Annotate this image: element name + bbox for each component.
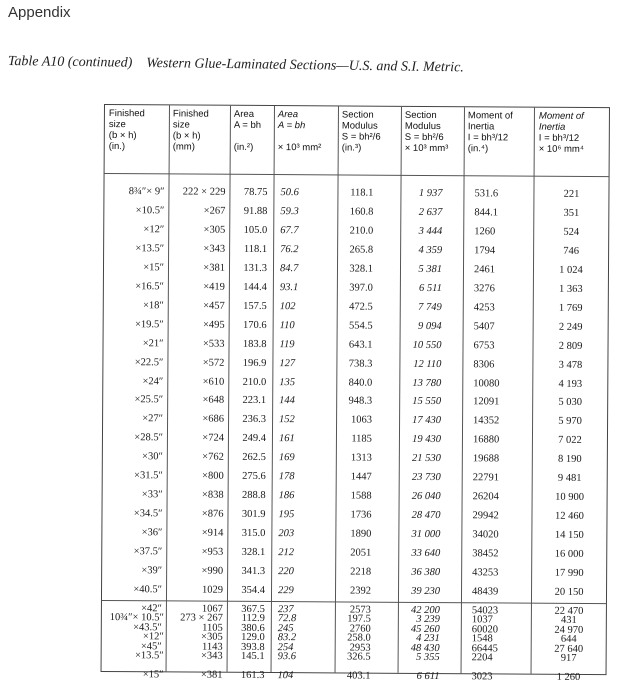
table-cell: ×30″ bbox=[142, 451, 163, 463]
table-cell: 119 bbox=[279, 338, 295, 350]
table-cell: 275.6 bbox=[242, 471, 266, 483]
header-size-mm: Finished size (b × h) (mm) bbox=[172, 108, 209, 153]
col2-size-mm bbox=[165, 609, 222, 685]
table-cell: 4 231 bbox=[416, 632, 440, 645]
col-modulus-in bbox=[338, 184, 374, 658]
table-cell: ×18″ bbox=[142, 299, 164, 312]
table-cell: 3023 bbox=[471, 671, 493, 683]
table-cell: 10 900 bbox=[555, 492, 585, 504]
table-cell: 20 150 bbox=[554, 586, 584, 598]
table-cell: 144 bbox=[279, 395, 295, 407]
table-cell: 1143 bbox=[202, 641, 223, 653]
table-cell: 43253 bbox=[472, 567, 499, 579]
table-cell: 3276 bbox=[473, 283, 495, 295]
table-cell: ×39″ bbox=[141, 565, 163, 577]
table-cell: 10¾″× 10.5″ bbox=[109, 612, 164, 624]
table-cell: 4 359 bbox=[418, 244, 443, 256]
table-cell: ×838 bbox=[201, 489, 224, 501]
header-size-in: Finished size (b × h) (in.) bbox=[108, 108, 145, 153]
table-cell: 93.6 bbox=[277, 650, 297, 663]
table-cell: 1890 bbox=[350, 528, 372, 540]
table-cell: 60020 bbox=[471, 624, 499, 636]
table-cell: 161 bbox=[278, 433, 295, 445]
table-cell: 301.9 bbox=[241, 509, 266, 521]
table-cell: 10080 bbox=[473, 377, 500, 389]
table-cell: 14 150 bbox=[554, 529, 584, 542]
table-cell: 210.0 bbox=[349, 225, 374, 237]
table-cell: 110 bbox=[279, 319, 295, 331]
table-cell: 8¾″× 9″ bbox=[128, 186, 165, 198]
table-cell: ×40.5″ bbox=[133, 584, 163, 596]
table-cell: ×27″ bbox=[142, 413, 164, 425]
table-cell: ×28.5″ bbox=[134, 432, 163, 444]
table-cell: 1313 bbox=[350, 452, 372, 464]
table-cell: 1 769 bbox=[558, 302, 583, 314]
table-cell: ×43.5″ bbox=[133, 622, 162, 634]
table-cell: 129.0 bbox=[241, 631, 265, 643]
table-cell: 5407 bbox=[473, 320, 495, 333]
col2-inertia-mm bbox=[533, 612, 603, 688]
table-cell: 1029 bbox=[201, 584, 224, 596]
table-cell: ×45″ bbox=[140, 641, 162, 653]
table-cell: ×724 bbox=[202, 432, 224, 445]
table-cell: 104 bbox=[277, 669, 294, 682]
table-cell: 169 bbox=[278, 452, 295, 464]
table-cell: 222 × 229 bbox=[182, 186, 226, 198]
table-cell: 3 239 bbox=[416, 613, 440, 626]
table-cell: 236.3 bbox=[242, 414, 267, 426]
table-cell: 1736 bbox=[350, 509, 372, 521]
table-cell: 5 030 bbox=[558, 397, 583, 409]
table-cell: 917 bbox=[560, 652, 577, 664]
table-cell: ×267 bbox=[203, 205, 226, 217]
table-cell: 393.8 bbox=[241, 641, 265, 653]
caption-label: Table A10 (continued) bbox=[7, 54, 133, 71]
table-cell: 1548 bbox=[471, 633, 493, 645]
table-cell: 1794 bbox=[474, 245, 496, 257]
table-cell: 273 × 267 bbox=[180, 612, 223, 624]
table-cell: 1447 bbox=[350, 471, 372, 483]
table-cell: 16 000 bbox=[554, 548, 584, 561]
table-cell: 13 780 bbox=[412, 377, 442, 389]
table-cell: 1067 bbox=[201, 603, 223, 615]
col-modulus-mm bbox=[400, 185, 443, 659]
table-cell: 1 024 bbox=[559, 264, 583, 276]
table-cell: 26 040 bbox=[411, 491, 441, 503]
table-cell: ×12″ bbox=[142, 631, 164, 643]
table-cell: 21 530 bbox=[411, 453, 441, 465]
table-cell: 66445 bbox=[471, 643, 498, 655]
header-area-in: Area A = bh (in.²) bbox=[233, 108, 262, 153]
col2-size-in bbox=[101, 609, 163, 685]
table-cell: 112.9 bbox=[241, 612, 265, 624]
table-cell: 160.8 bbox=[349, 206, 374, 218]
col2-area-in bbox=[228, 610, 264, 686]
table-cell: 157.5 bbox=[243, 300, 267, 312]
table-cell: 6753 bbox=[473, 339, 495, 352]
table-cell: 131.3 bbox=[243, 262, 268, 274]
table-cell: 19 430 bbox=[412, 434, 441, 446]
table-cell: 28 470 bbox=[411, 510, 441, 522]
table-cell: ×24″ bbox=[142, 375, 164, 387]
table-cell: ×343 bbox=[203, 243, 226, 255]
table-cell: ×457 bbox=[203, 300, 225, 312]
table-cell: 27 640 bbox=[554, 643, 584, 655]
table-cell: ×22.5″ bbox=[134, 356, 164, 368]
table-cell: 229 bbox=[277, 585, 294, 597]
table-cell: 12 460 bbox=[555, 510, 584, 523]
table-cell: 50.6 bbox=[280, 187, 299, 199]
table-cell: 1260 bbox=[474, 226, 496, 238]
table-cell: 3 444 bbox=[418, 225, 443, 237]
table-cell: 265.8 bbox=[349, 244, 374, 256]
col-size-in bbox=[104, 183, 165, 657]
table-cell: 22 470 bbox=[554, 605, 584, 617]
table-cell: 178 bbox=[278, 471, 295, 483]
table-cell: ×953 bbox=[201, 546, 224, 558]
table-cell: 2573 bbox=[349, 604, 371, 616]
table-cell: 26204 bbox=[472, 491, 499, 503]
col2-area-mm bbox=[277, 610, 327, 686]
table-cell: 2760 bbox=[349, 623, 371, 635]
table-cell: 2953 bbox=[349, 642, 371, 654]
table-cell: 152 bbox=[279, 414, 295, 426]
table-cell: ×36″ bbox=[141, 527, 163, 539]
table-cell: 212 bbox=[278, 547, 295, 559]
column-divider bbox=[271, 106, 275, 672]
column-divider bbox=[461, 107, 465, 673]
table-cell: 5 355 bbox=[415, 651, 440, 663]
table-cell: 161.3 bbox=[240, 669, 265, 681]
table-cell: 72.8 bbox=[277, 613, 297, 625]
table-cell: 16880 bbox=[472, 434, 500, 446]
table-cell: 48439 bbox=[471, 586, 499, 598]
table-cell: 12 110 bbox=[413, 358, 442, 370]
table-cell: ×381 bbox=[200, 669, 223, 681]
table-cell: 738.3 bbox=[348, 358, 373, 370]
table-cell: 288.8 bbox=[241, 490, 266, 502]
table-cell: 1105 bbox=[202, 622, 223, 634]
table-cell: 91.88 bbox=[243, 205, 268, 217]
table-cell: 220 bbox=[278, 566, 294, 578]
table-cell: 29942 bbox=[472, 510, 499, 522]
table-cell: 948.3 bbox=[348, 395, 373, 408]
table-cell: 36 380 bbox=[411, 566, 441, 579]
table-cell: 2461 bbox=[473, 264, 496, 276]
table-cell: ×19.5″ bbox=[134, 318, 164, 331]
header-modulus-in: Section Modulus S = bh²/6 (in.³) bbox=[341, 109, 381, 154]
table-cell: 7 022 bbox=[558, 435, 582, 447]
table-cell: 237 bbox=[277, 604, 294, 616]
table-cell: ×990 bbox=[201, 565, 224, 577]
table-cell: ×37.5″ bbox=[133, 546, 163, 558]
table-cell: 351 bbox=[563, 207, 580, 219]
table-cell: 844.1 bbox=[474, 207, 499, 219]
col-inertia-in bbox=[472, 185, 531, 659]
table-cell: 93.1 bbox=[279, 281, 299, 293]
table-cell: 10 550 bbox=[412, 339, 442, 351]
table-cell: 2051 bbox=[350, 547, 372, 559]
table-cell: 328.1 bbox=[241, 546, 266, 559]
table-cell: ×25.5″ bbox=[134, 394, 164, 406]
table-cell: 17 990 bbox=[554, 567, 584, 580]
table-cell: 118.1 bbox=[243, 243, 268, 255]
table-cell: 9 094 bbox=[417, 320, 442, 332]
table-cell: 1 937 bbox=[418, 187, 443, 200]
table-cell: 83.2 bbox=[277, 632, 297, 644]
table-cell: ×12″ bbox=[143, 224, 165, 236]
table-cell: ×876 bbox=[201, 508, 224, 520]
table-cell: 15 550 bbox=[412, 396, 442, 408]
table-cell: ×648 bbox=[202, 395, 225, 407]
table-cell: 145.1 bbox=[240, 650, 265, 662]
table-cell: 840.0 bbox=[348, 377, 373, 389]
table-cell: 254 bbox=[277, 641, 294, 654]
table-cell: 135 bbox=[279, 376, 296, 388]
table-cell: 1037 bbox=[471, 614, 493, 626]
table-cell: 118.1 bbox=[350, 187, 374, 199]
table-cell: 48 430 bbox=[410, 642, 440, 654]
table-cell: 197.5 bbox=[347, 613, 371, 625]
table-cell: 42 200 bbox=[411, 604, 440, 617]
table-cell: ×495 bbox=[202, 319, 225, 331]
table-cell: 22791 bbox=[472, 472, 500, 484]
appendix-title: Appendix bbox=[8, 4, 71, 21]
table-cell: 2 249 bbox=[558, 321, 583, 333]
table-cell: 1 260 bbox=[556, 671, 581, 683]
table-cell: ×762 bbox=[202, 451, 224, 464]
table-cell: 249.4 bbox=[242, 433, 266, 445]
table-cell: ×31.5″ bbox=[134, 470, 163, 482]
table-cell: 195 bbox=[278, 509, 295, 521]
table-cell: ×42″ bbox=[141, 603, 162, 615]
table-cell: ×343 bbox=[200, 650, 223, 662]
table-cell: ×610 bbox=[202, 376, 225, 388]
table-cell: ×533 bbox=[202, 338, 225, 350]
table-cell: 14352 bbox=[473, 415, 500, 427]
table-cell: ×419 bbox=[203, 281, 225, 293]
table-cell: 2204 bbox=[471, 652, 493, 664]
table-cell: ×914 bbox=[201, 527, 224, 539]
table-cell: 12091 bbox=[473, 396, 500, 408]
table-cell: 6 511 bbox=[418, 282, 442, 294]
col-inertia-mm bbox=[534, 186, 607, 660]
table-cell: ×15″ bbox=[142, 669, 164, 681]
table-cell: 262.5 bbox=[242, 452, 266, 464]
table-cell: 196.9 bbox=[242, 357, 267, 369]
table-cell: ×800 bbox=[202, 470, 224, 483]
table-cell: 17 430 bbox=[412, 415, 442, 427]
table-cell: 5 381 bbox=[418, 263, 443, 275]
table-cell: 9 481 bbox=[557, 473, 582, 485]
table-cell: 4253 bbox=[473, 301, 495, 314]
table-cell: ×13.5″ bbox=[135, 243, 165, 255]
table-cell: 38452 bbox=[472, 548, 499, 560]
table-cell: 170.6 bbox=[242, 319, 267, 331]
table-cell: 380.6 bbox=[241, 622, 265, 634]
table-cell: 746 bbox=[563, 245, 580, 257]
table-cell: 19688 bbox=[472, 453, 500, 465]
table-cell: 76.2 bbox=[280, 243, 299, 256]
header-inertia-mm: Moment of Inertia I = bh³/12 × 10⁶ mm⁴ bbox=[538, 110, 584, 155]
table-cell: 4 193 bbox=[558, 378, 583, 390]
table-cell: ×15″ bbox=[143, 262, 165, 274]
table-cell: 39 230 bbox=[411, 585, 441, 598]
table-cell: ×686 bbox=[202, 414, 225, 426]
table-cell: 2392 bbox=[349, 585, 372, 597]
table-cell: 186 bbox=[278, 490, 295, 502]
table-cell: 33 640 bbox=[411, 547, 441, 560]
table-cell: 7 749 bbox=[418, 301, 442, 313]
table-cell: 258.0 bbox=[347, 632, 371, 644]
table-cell: ×16.5″ bbox=[135, 280, 164, 293]
table-cell: ×305 bbox=[201, 631, 223, 643]
table-cell: 431 bbox=[560, 614, 577, 626]
table-cell: 397.0 bbox=[349, 282, 373, 294]
table-cell: 643.1 bbox=[348, 339, 373, 351]
table-cell: 102 bbox=[279, 300, 296, 312]
table-cell: 644 bbox=[560, 633, 577, 645]
sections-table bbox=[101, 104, 610, 683]
table-cell: ×305 bbox=[203, 224, 226, 236]
table-cell: 6 611 bbox=[416, 670, 440, 682]
col-size-mm bbox=[168, 183, 226, 657]
caption-title: Western Glue-Laminated Sections—U.S. and S.I. Metric. bbox=[146, 55, 464, 76]
table-cell: 84.7 bbox=[279, 262, 299, 275]
table-cell: ×572 bbox=[202, 357, 225, 369]
table-cell: 354.4 bbox=[241, 584, 266, 597]
col2-modulus-in bbox=[337, 610, 370, 686]
table-cell: 403.1 bbox=[346, 670, 371, 682]
header-inertia-in: Moment of Inertia I = bh³/12 (in.⁴) bbox=[467, 110, 513, 155]
table-cell: 367.5 bbox=[241, 603, 265, 615]
table-cell: 5 970 bbox=[558, 416, 582, 428]
table-cell: 2 637 bbox=[418, 206, 443, 219]
table-cell: 210.0 bbox=[242, 376, 267, 388]
table-cell: ×10.5″ bbox=[135, 205, 165, 217]
table-cell: 2218 bbox=[350, 566, 372, 578]
table-cell: 203 bbox=[278, 528, 295, 540]
table-cell: 531.6 bbox=[474, 188, 499, 200]
table-cell: 328.1 bbox=[349, 263, 374, 275]
header-modulus-mm: Section Modulus S = bh²/6 × 10³ mm³ bbox=[404, 109, 449, 155]
table-cell: 524 bbox=[563, 226, 580, 238]
table-cell: ×13.5″ bbox=[134, 650, 164, 662]
table-cell: 8 190 bbox=[557, 454, 582, 466]
table-cell: ×33″ bbox=[141, 489, 163, 501]
header-area-mm: Area A = bh × 10³ mm² bbox=[277, 109, 322, 154]
table-cell: ×381 bbox=[203, 262, 226, 274]
col2-inertia-in bbox=[471, 611, 527, 687]
table-cell: 3 478 bbox=[558, 359, 583, 371]
table-cell: 315.0 bbox=[241, 528, 266, 540]
table-cell: 78.75 bbox=[243, 186, 268, 199]
table-cell: 1185 bbox=[351, 433, 372, 446]
table-cell: 144.4 bbox=[243, 281, 267, 293]
table-cell: 59.3 bbox=[280, 206, 299, 218]
table-cell: 1 363 bbox=[559, 283, 583, 295]
table-cell: 34020 bbox=[472, 529, 499, 541]
table-cell: 221 bbox=[563, 188, 580, 200]
table-cell: 1063 bbox=[351, 414, 373, 427]
col-area-in bbox=[229, 184, 268, 658]
table-cell: 1588 bbox=[350, 490, 372, 502]
table-cell: 8306 bbox=[473, 358, 495, 370]
table-cell: 183.8 bbox=[242, 338, 267, 350]
table-cell: 105.0 bbox=[243, 224, 268, 236]
col2-modulus-mm bbox=[399, 611, 439, 687]
table-cell: 472.5 bbox=[349, 301, 373, 313]
table-cell: 2 809 bbox=[558, 340, 583, 352]
table-cell: 67.7 bbox=[280, 224, 299, 237]
table-cell: 54023 bbox=[471, 605, 499, 617]
table-cell: 223.1 bbox=[242, 395, 267, 407]
table-cell: 326.5 bbox=[346, 651, 371, 663]
table-cell: 554.5 bbox=[348, 320, 373, 332]
table-cell: 24 970 bbox=[554, 624, 584, 636]
table-cell: 23 730 bbox=[411, 472, 441, 484]
table-cell: ×21″ bbox=[142, 337, 164, 349]
table-cell: 45 260 bbox=[410, 623, 440, 635]
table-cell: 127 bbox=[279, 357, 296, 369]
table-cell: 245 bbox=[277, 622, 294, 635]
table-caption bbox=[8, 54, 464, 76]
table-cell: 341.3 bbox=[241, 565, 266, 578]
table-cell: 31 000 bbox=[411, 529, 441, 541]
table-cell: ×34.5″ bbox=[133, 508, 163, 520]
col-area-mm bbox=[278, 184, 331, 658]
